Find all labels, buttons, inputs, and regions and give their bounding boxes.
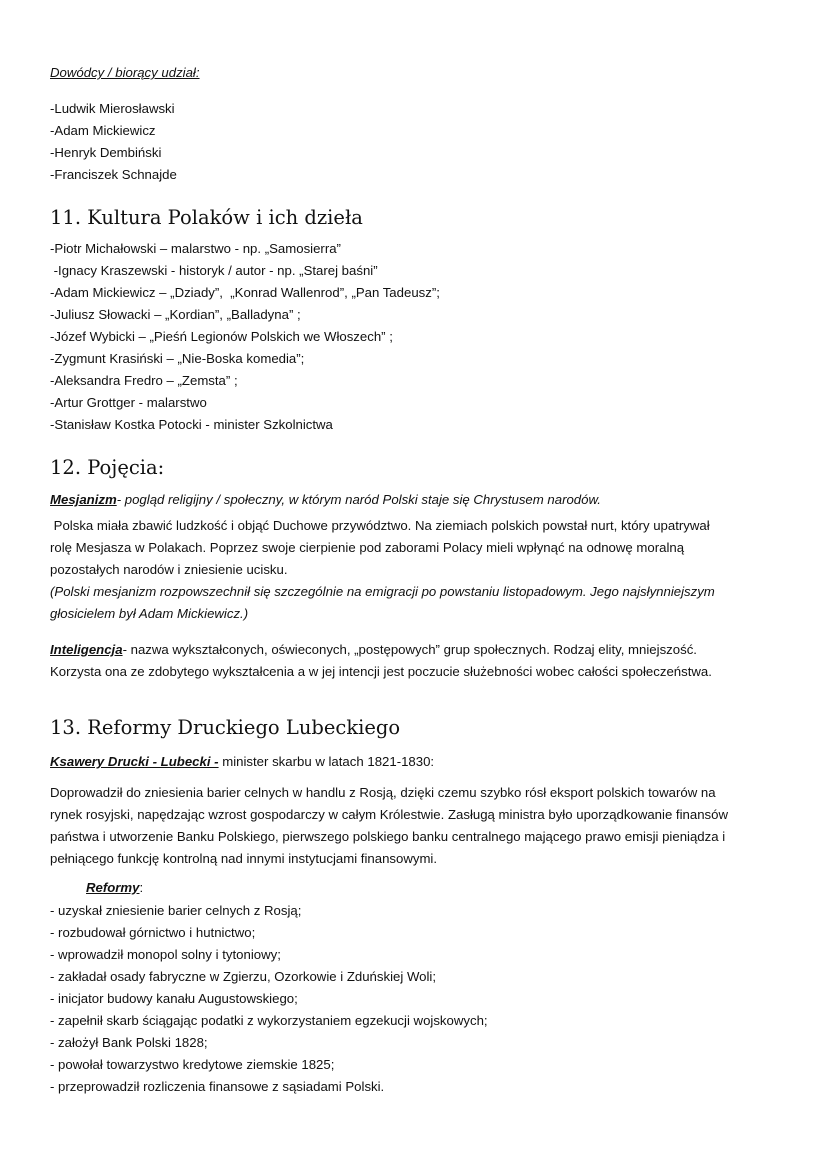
list-item: -Aleksandra Fredro – „Zemsta” ; — [50, 373, 238, 388]
commanders-heading: Dowódcy / biorący udział: — [50, 65, 200, 80]
list-item: -Ludwik Mierosławski — [50, 101, 175, 116]
list-item: - przeprowadził rozliczenia finansowe z sąsiadami Polski. — [50, 1079, 385, 1094]
note-line: głosicielem był Adam Mickiewicz.) — [50, 606, 249, 621]
lubecki-term: Ksawery Drucki - Lubecki - — [50, 754, 219, 769]
list-item: - założył Bank Polski 1828; — [50, 1035, 208, 1050]
paragraph-line: rynek rosyjski, napędzając wzrost gospodarczy w całym Królestwie. Zasługą ministra było uporządkowanie finansów — [50, 807, 728, 822]
paragraph-line: Doprowadził do zniesienia barier celnych w handlu z Rosją, dzięki czemu szybko rósł eksport polskich towarów na — [50, 785, 716, 800]
paragraph-line: Korzysta ona ze zdobytego wykształcenia a w jej intencji jest poczucie służebności wobec całości społeczeństwa. — [50, 664, 712, 679]
list-item: - wprowadził monopol solny i tytoniowy; — [50, 947, 281, 962]
lubecki-intro — [50, 753, 434, 770]
list-item: -Zygmunt Krasiński – „Nie-Boska komedia”; — [50, 351, 305, 366]
list-item: -Juliusz Słowacki – „Kordian”, „Balladyna” ; — [50, 307, 301, 322]
list-item: - rozbudował górnictwo i hutnictwo; — [50, 925, 256, 940]
paragraph-line: pozostałych narodów i zniesienie ucisku. — [50, 562, 288, 577]
list-item: - zakładał osady fabryczne w Zgierzu, Ozorkowie i Zduńskiej Woli; — [50, 969, 437, 984]
paragraph-line: pełniącego funkcję kontrolną nad innymi instytucjami finansowymi. — [50, 851, 438, 866]
mesjanizm-term: Mesjanizm — [50, 492, 117, 507]
list-item: - zapełnił skarb ściągając podatki z wykorzystaniem egzekucji wojskowych; — [50, 1013, 488, 1028]
list-item: -Stanisław Kostka Potocki - minister Szkolnictwa — [50, 417, 333, 432]
list-item: - powołał towarzystwo kredytowe ziemskie 1825; — [50, 1057, 335, 1072]
list-item: -Ignacy Kraszewski - historyk / autor - np. „Starej baśni” — [50, 263, 378, 278]
mesjanizm-definition — [50, 491, 601, 508]
reforms-label: Reformy — [86, 880, 140, 895]
list-item: -Franciszek Schnajde — [50, 167, 177, 182]
reforms-heading — [86, 879, 143, 896]
list-item: -Artur Grottger - malarstwo — [50, 395, 207, 410]
note-line: (Polski mesjanizm rozpowszechnił się szczególnie na emigracji po powstaniu listopadowym. Jego najsłynniejszym — [50, 584, 715, 599]
inteligencja-definition — [50, 641, 697, 658]
mesjanizm-def: - pogląd religijny / społeczny, w którym naród Polski staje się Chrystusem narodów. — [116, 492, 601, 507]
list-item: -Adam Mickiewicz – „Dziady”, „Konrad Wallenrod”, „Pan Tadeusz”; — [50, 285, 440, 300]
list-item: -Józef Wybicki – „Pieśń Legionów Polskich we Włoszech” ; — [50, 329, 393, 344]
lubecki-desc: minister skarbu w latach 1821-1830: — [218, 754, 435, 769]
section-13-title: 13. Reformy Druckiego Lubeckiego — [50, 716, 401, 739]
list-item: -Adam Mickiewicz — [50, 123, 156, 138]
paragraph-line: państwa i utworzenie Banku Polskiego, pierwszego polskiego banku centralnego mającego prawo emisji pieniądza i — [50, 829, 726, 844]
section-11-title: 11. Kultura Polaków i ich dzieła — [50, 206, 363, 229]
reforms-colon: : — [139, 880, 144, 895]
list-item: -Piotr Michałowski – malarstwo - np. „Samosierra” — [50, 241, 341, 256]
paragraph-line: rolę Mesjasza w Polakach. Poprzez swoje cierpienie pod zaborami Polacy mieli wpłynąć na odnowę moralną — [50, 540, 685, 555]
list-item: - inicjator budowy kanału Augustowskiego; — [50, 991, 298, 1006]
inteligencja-term: Inteligencja — [50, 642, 123, 657]
paragraph-line: Polska miała zbawić ludzkość i objąć Duchowe przywództwo. Na ziemiach polskich powstał nurt, który upatrywał — [50, 518, 710, 533]
list-item: -Henryk Dembiński — [50, 145, 162, 160]
list-item: - uzyskał zniesienie barier celnych z Rosją; — [50, 903, 302, 918]
inteligencja-def: - nazwa wykształconych, oświeconych, „postępowych” grup społecznych. Rodzaj elity, mniejszość. — [122, 642, 697, 657]
section-12-title: 12. Pojęcia: — [50, 456, 165, 479]
